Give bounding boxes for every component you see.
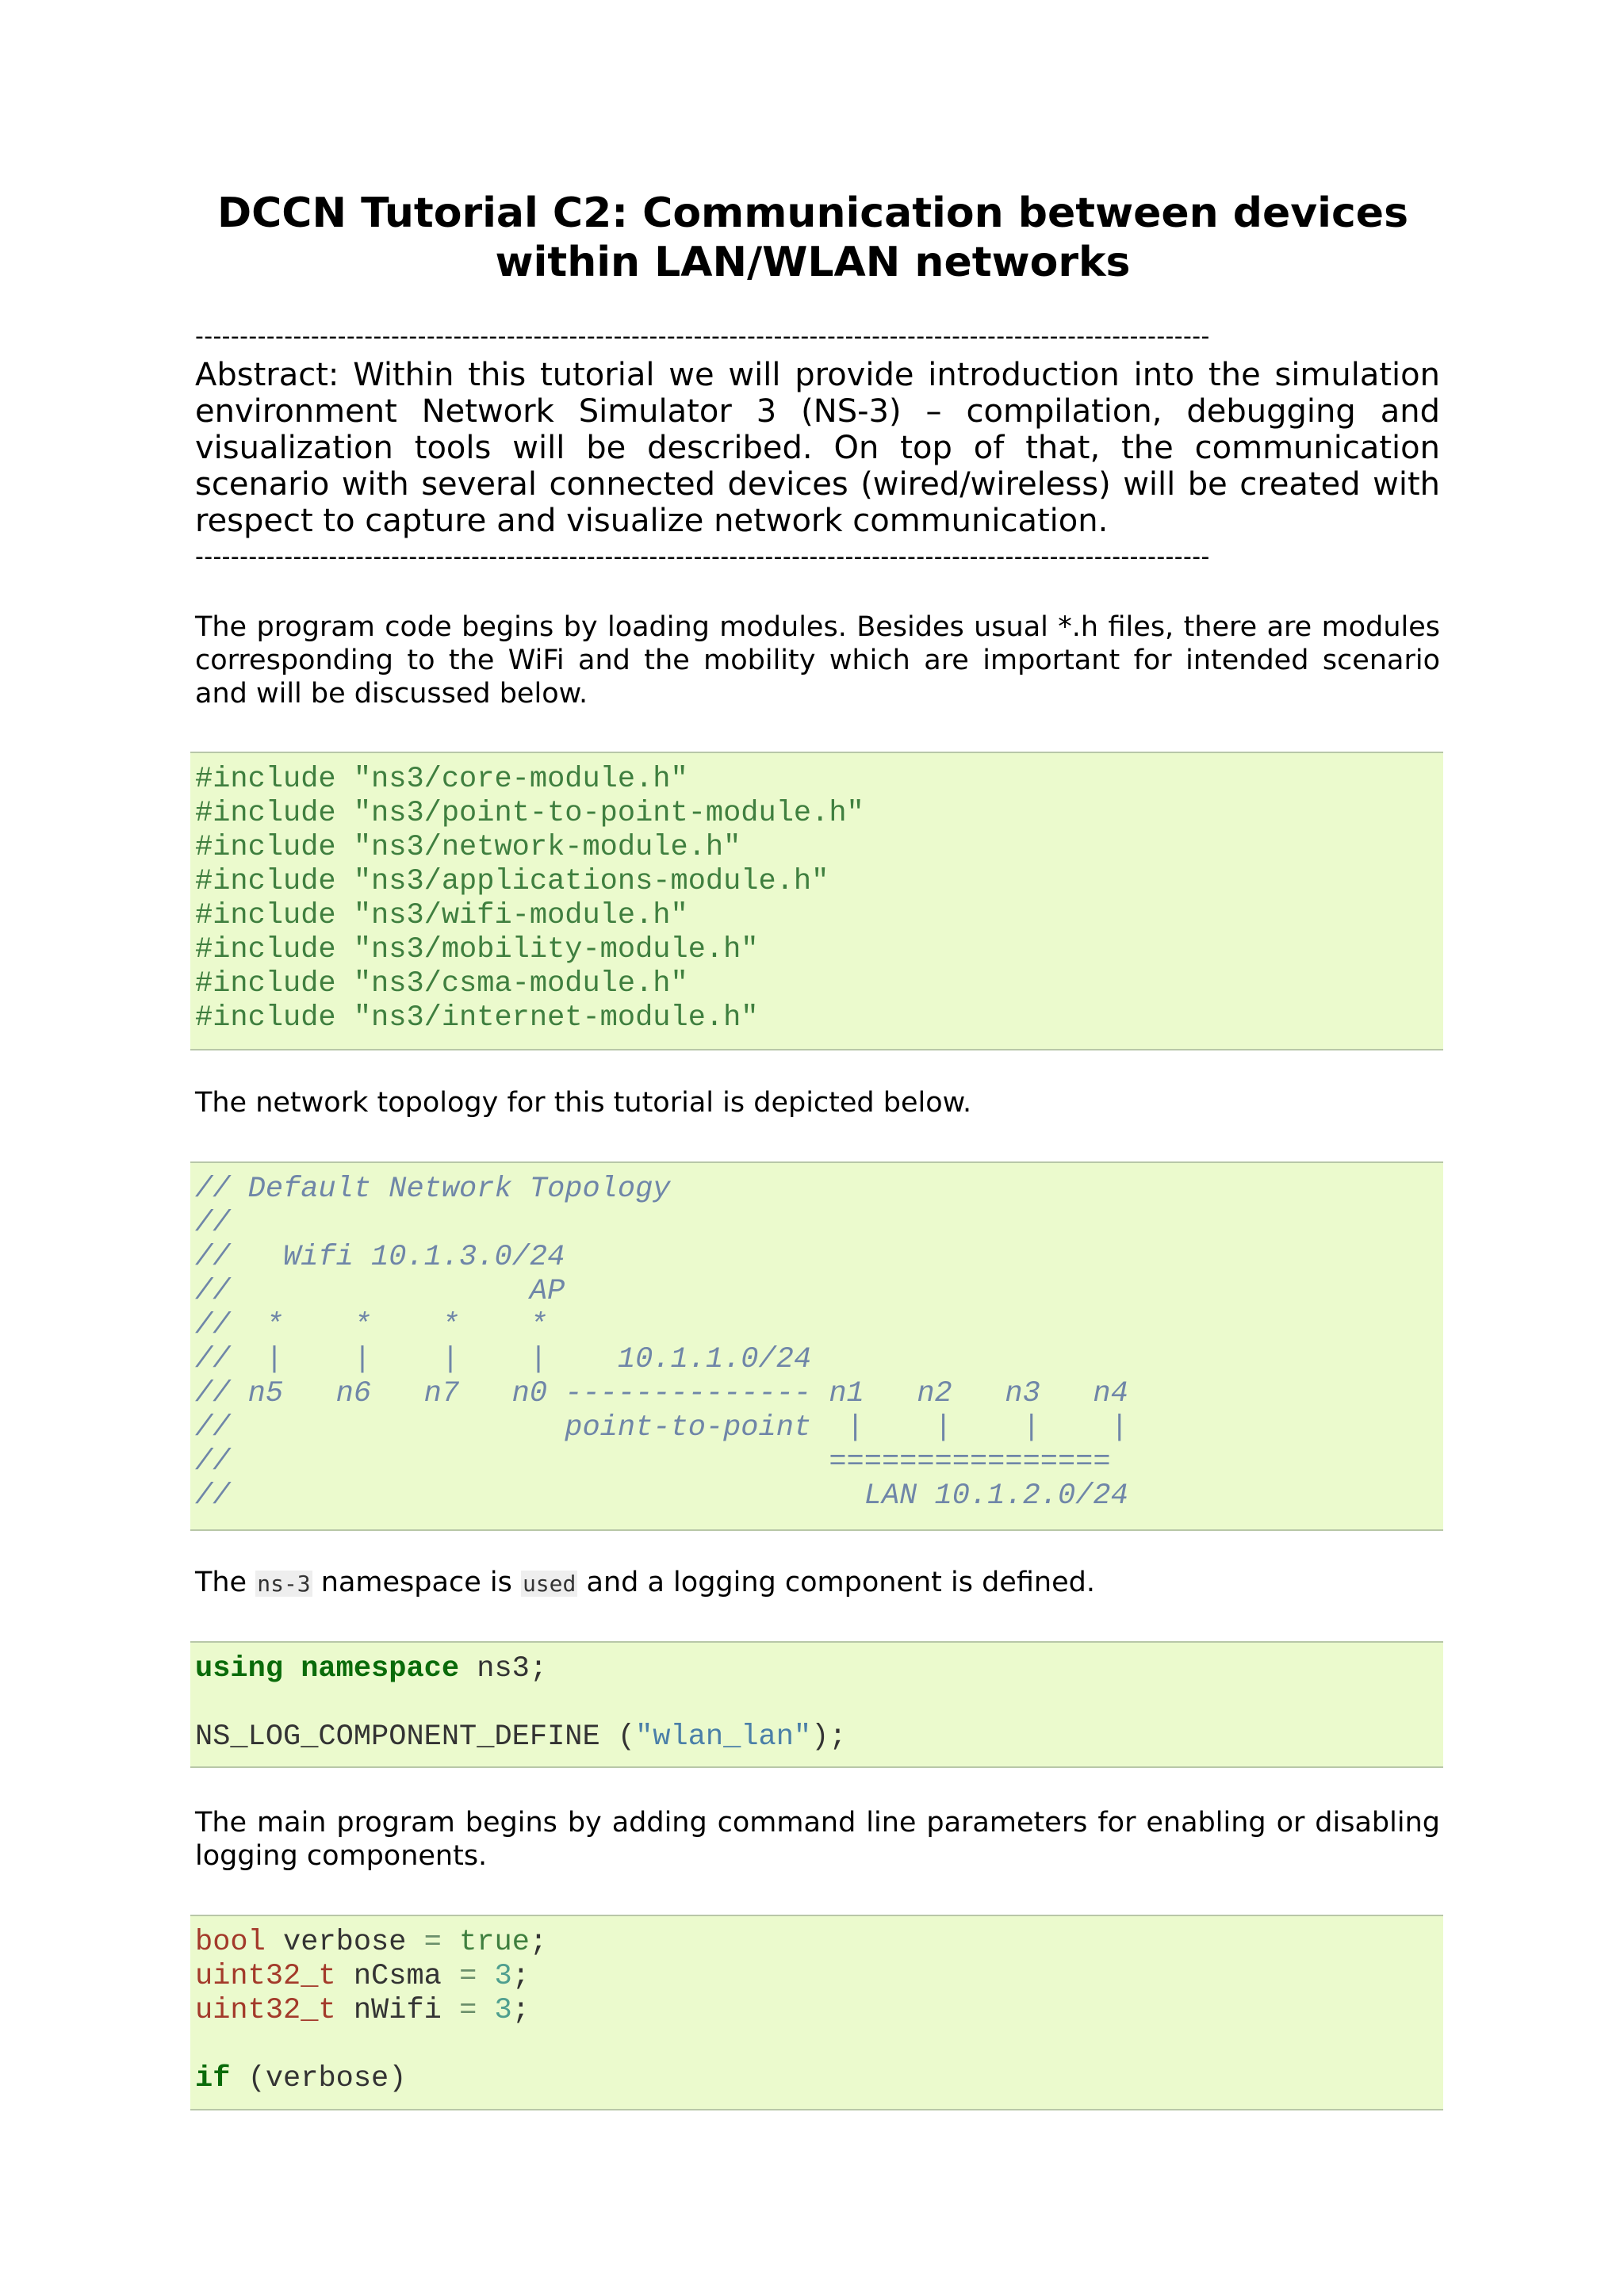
text-span: namespace is: [312, 1567, 521, 1598]
text-span: and a logging component is defined.: [577, 1567, 1095, 1598]
code-line: //: [195, 1207, 231, 1240]
code-line: #include "ns3/mobility-module.h": [195, 933, 759, 966]
code-line: #include "ns3/point-to-point-module.h": [195, 797, 864, 830]
code-text: ;: [529, 1926, 548, 1959]
separator-top: ------------------------------------------------------------------------------------------------------------------: [195, 323, 1210, 350]
code-text: ;: [511, 1960, 530, 1993]
code-block-includes: [190, 752, 1443, 1050]
code-line: #include "ns3/csma-module.h": [195, 967, 688, 1001]
code-text: ns3;: [459, 1652, 548, 1686]
code-literal: true: [441, 1926, 530, 1959]
code-line: // LAN 10.1.2.0/24: [195, 1479, 1128, 1513]
code-block-main: [190, 1915, 1443, 2110]
code-line: #include "ns3/wifi-module.h": [195, 899, 688, 932]
code-number: 3: [477, 1994, 512, 2027]
code-number: 3: [477, 1960, 512, 1993]
code-line-blank: [195, 2028, 1438, 2062]
code-type: uint32_t: [195, 1960, 336, 1993]
code-text: ;: [511, 1994, 530, 2027]
code-text: verbose: [265, 1926, 424, 1959]
code-line: [195, 1652, 1438, 1686]
code-line: [195, 1960, 1438, 1994]
code-operator: =: [459, 1960, 477, 1993]
title-line-1: DCCN Tutorial C2: Communication between devices: [216, 189, 1409, 237]
text-span: The: [195, 1567, 256, 1598]
code-line: #include "ns3/core-module.h": [195, 763, 688, 796]
code-line: // ================: [195, 1445, 1111, 1479]
code-line: // Default Network Topology: [195, 1173, 671, 1206]
paragraph-main: The main program begins by adding command line parameters for enabling or disabling logging components.: [195, 1807, 1440, 1872]
code-line: [195, 1926, 1438, 1960]
code-text: (verbose): [230, 2062, 407, 2095]
code-line: // Wifi 10.1.3.0/24: [195, 1241, 565, 1274]
paragraph-topology: The network topology for this tutorial is depicted below.: [195, 1087, 972, 1119]
code-line: // n5 n6 n7 n0 -------------- n1 n2 n3 n4: [195, 1377, 1128, 1410]
title-line-2: within LAN/WLAN networks: [495, 239, 1131, 286]
inline-code: ns-3: [257, 1571, 311, 1597]
code-type: bool: [195, 1926, 266, 1959]
code-block-topology: [190, 1161, 1443, 1531]
abstract: Abstract: Within this tutorial we will provide introduction into the simulation environment Network Simulator 3 (NS-3) – compilation, debugging and visualization tools will be described. On top of that, the communication scenario with several connected devices (wired/wireless) will be created with respect to capture and visualize network communication.: [195, 357, 1440, 539]
code-operator: =: [459, 1994, 477, 2027]
code-line: // * * * *: [195, 1309, 548, 1342]
code-text: nWifi: [335, 1994, 460, 2027]
code-line: // AP: [195, 1275, 565, 1308]
code-line: [195, 1720, 1438, 1755]
keyword: using namespace: [195, 1652, 460, 1686]
paragraph-modules: The program code begins by loading modules. Besides usual *.h files, there are modules corresponding to the WiFi and the mobility which are important for intended scenario and will be discussed below.: [195, 611, 1440, 710]
inline-code: used: [522, 1571, 576, 1597]
code-line: #include "ns3/internet-module.h": [195, 1001, 759, 1035]
code-text: );: [811, 1720, 847, 1754]
document-title: [190, 189, 1435, 287]
code-operator: =: [423, 1926, 442, 1959]
code-line: #include "ns3/network-module.h": [195, 831, 741, 864]
code-line: // | | | | 10.1.1.0/24: [195, 1343, 812, 1376]
code-line: // point-to-point | | | |: [195, 1411, 1128, 1445]
code-line: [195, 2062, 1438, 2096]
code-text: nCsma: [335, 1960, 460, 1993]
code-block-namespace: [190, 1641, 1443, 1768]
code-line-blank: [195, 1686, 1438, 1720]
paragraph-namespace: [195, 1566, 1440, 1601]
code-string: "wlan_lan": [635, 1720, 812, 1754]
code-line: #include "ns3/applications-module.h": [195, 865, 829, 898]
keyword: if: [195, 2062, 231, 2095]
code-type: uint32_t: [195, 1994, 336, 2027]
code-line: [195, 1994, 1438, 2028]
separator-bottom: ------------------------------------------------------------------------------------------------------------------: [195, 544, 1210, 571]
code-text: NS_LOG_COMPONENT_DEFINE (: [195, 1720, 636, 1754]
